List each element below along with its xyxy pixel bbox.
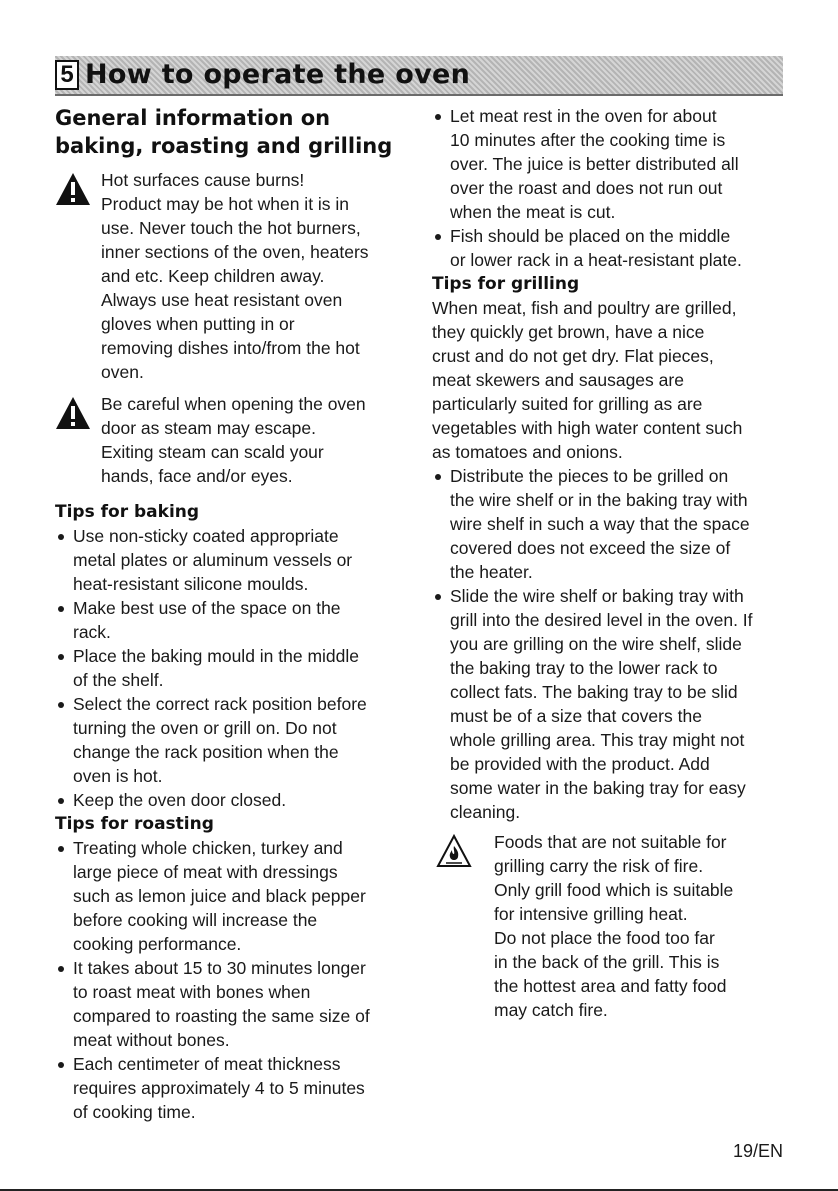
warning-line: Hot surfaces cause burns!: [101, 170, 305, 190]
warning-line: in the back of the grill. This is: [494, 952, 720, 972]
paragraph-line: as tomatoes and onions.: [432, 442, 623, 462]
main-heading-line: baking, roasting and grilling: [55, 134, 393, 158]
paragraph-line: meat skewers and sausages are: [432, 370, 684, 390]
list-item-line: Treating whole chicken, turkey and: [73, 838, 343, 858]
baking-tips-list: [55, 524, 415, 812]
list-item-line: Place the baking mould in the middle: [73, 646, 360, 666]
warning-line: hands, face and/or eyes.: [101, 466, 293, 486]
list-item-line: Keep the oven door closed.: [73, 790, 287, 810]
warning-line: Be careful when opening the oven: [101, 394, 366, 414]
list-item-line: to roast meat with bones when: [73, 982, 311, 1002]
warning-line: may catch fire.: [494, 1000, 608, 1020]
list-item-line: Make best use of the space on the: [73, 598, 341, 618]
list-item-line: before cooking will increase the: [73, 910, 318, 930]
warning-triangle-icon: [55, 172, 91, 206]
roasting-tips-heading: Tips for roasting: [55, 814, 214, 834]
list-item: [55, 956, 415, 1052]
warning-line: grilling carry the risk of fire.: [494, 856, 704, 876]
list-item: [55, 644, 415, 692]
list-item: [55, 1052, 415, 1124]
warning-line: oven.: [101, 362, 144, 382]
list-item-line: Select the correct rack position before: [73, 694, 367, 714]
list-item-line: Fish should be placed on the middle: [450, 226, 731, 246]
list-item-line: turning the oven or grill on. Do not: [73, 718, 337, 738]
warning-line: gloves when putting in or: [101, 314, 295, 334]
section-number-badge: 5: [55, 60, 79, 90]
list-item: [432, 464, 792, 584]
warning-triangle-icon: [55, 396, 91, 430]
list-item-line: compared to roasting the same size of: [73, 1006, 370, 1026]
list-item-line: Use non-sticky coated appropriate: [73, 526, 339, 546]
paragraph-line: they quickly get brown, have a nice: [432, 322, 705, 342]
fire-warning-icon: [436, 834, 472, 868]
warning-line: Product may be hot when it is in: [101, 194, 350, 214]
paragraph-line: vegetables with high water content such: [432, 418, 743, 438]
paragraph-line: crust and do not get dry. Flat pieces,: [432, 346, 714, 366]
list-item-line: Let meat rest in the oven for about: [450, 106, 717, 126]
list-item-line: the baking tray to the lower rack to: [450, 658, 718, 678]
list-item-line: you are grilling on the wire shelf, slide: [450, 634, 742, 654]
list-item: [432, 104, 792, 224]
list-item-line: when the meat is cut.: [450, 202, 616, 222]
list-item: [432, 224, 792, 272]
warning-line: Only grill food which is suitable: [494, 880, 734, 900]
warning-line: for intensive grilling heat.: [494, 904, 688, 924]
list-item-line: or lower rack in a heat-resistant plate.: [450, 250, 742, 270]
section-title: How to operate the oven: [85, 59, 471, 90]
list-item: [432, 584, 792, 824]
roasting-tips-list-continued: [432, 104, 792, 272]
list-item-line: such as lemon juice and black pepper: [73, 886, 366, 906]
list-item-line: must be of a size that covers the: [450, 706, 702, 726]
list-item: [55, 692, 415, 788]
list-item-line: of cooking time.: [73, 1102, 196, 1122]
list-item-line: Slide the wire shelf or baking tray with: [450, 586, 744, 606]
list-item-line: oven is hot.: [73, 766, 163, 786]
list-item-line: grill into the desired level in the oven. If: [450, 610, 753, 630]
warning-line: use. Never touch the hot burners,: [101, 218, 361, 238]
list-item-line: Each centimeter of meat thickness: [73, 1054, 341, 1074]
list-item-line: covered does not exceed the size of: [450, 538, 731, 558]
paragraph-line: particularly suited for grilling as are: [432, 394, 703, 414]
list-item: [55, 836, 415, 956]
roasting-tips-list: [55, 836, 415, 1124]
grilling-tips-heading: Tips for grilling: [432, 274, 580, 294]
warning-line: removing dishes into/from the hot: [101, 338, 360, 358]
main-heading: [55, 104, 415, 160]
baking-tips-heading: Tips for baking: [55, 502, 200, 522]
list-item-line: be provided with the product. Add: [450, 754, 710, 774]
list-item-line: of the shelf.: [73, 670, 164, 690]
list-item-line: It takes about 15 to 30 minutes longer: [73, 958, 366, 978]
list-item-line: over the roast and does not run out: [450, 178, 723, 198]
list-item-line: whole grilling area. This tray might not: [450, 730, 745, 750]
section-header-bar: [55, 56, 783, 96]
list-item-line: some water in the baking tray for easy: [450, 778, 746, 798]
fire-warning: [432, 830, 792, 1022]
paragraph-line: When meat, fish and poultry are grilled,: [432, 298, 737, 318]
warning-line: inner sections of the oven, heaters: [101, 242, 369, 262]
warning-line: Foods that are not suitable for: [494, 832, 727, 852]
list-item-line: cleaning.: [450, 802, 521, 822]
list-item-line: large piece of meat with dressings: [73, 862, 338, 882]
left-column: [55, 104, 415, 1124]
warning-line: door as steam may escape.: [101, 418, 316, 438]
grilling-tips-list: [432, 464, 792, 824]
list-item-line: collect fats. The baking tray to be slid: [450, 682, 738, 702]
list-item-line: rack.: [73, 622, 111, 642]
warning-line: Do not place the food too far: [494, 928, 715, 948]
list-item-line: cooking performance.: [73, 934, 242, 954]
grilling-intro: [432, 296, 792, 464]
warning-line: the hottest area and fatty food: [494, 976, 727, 996]
list-item-line: the wire shelf or in the baking tray with: [450, 490, 748, 510]
list-item-line: heat-resistant silicone moulds.: [73, 574, 309, 594]
warning-line: Exiting steam can scald your: [101, 442, 324, 462]
list-item-line: metal plates or aluminum vessels or: [73, 550, 353, 570]
hot-surface-warning: [55, 168, 415, 384]
list-item-line: wire shelf in such a way that the space: [450, 514, 750, 534]
main-heading-line: General information on: [55, 106, 331, 130]
list-item-line: the heater.: [450, 562, 533, 582]
list-item-line: 10 minutes after the cooking time is: [450, 130, 726, 150]
list-item-line: meat without bones.: [73, 1030, 230, 1050]
list-item: [55, 788, 415, 812]
steam-warning: [55, 392, 415, 488]
page-number: 19/EN: [732, 1141, 783, 1161]
warning-line: Always use heat resistant oven: [101, 290, 343, 310]
list-item-line: change the rack position when the: [73, 742, 339, 762]
list-item: [55, 524, 415, 596]
right-column: [432, 104, 792, 1022]
list-item-line: over. The juice is better distributed all: [450, 154, 739, 174]
list-item-line: requires approximately 4 to 5 minutes: [73, 1078, 365, 1098]
list-item-line: Distribute the pieces to be grilled on: [450, 466, 729, 486]
list-item: [55, 596, 415, 644]
warning-line: and etc. Keep children away.: [101, 266, 325, 286]
